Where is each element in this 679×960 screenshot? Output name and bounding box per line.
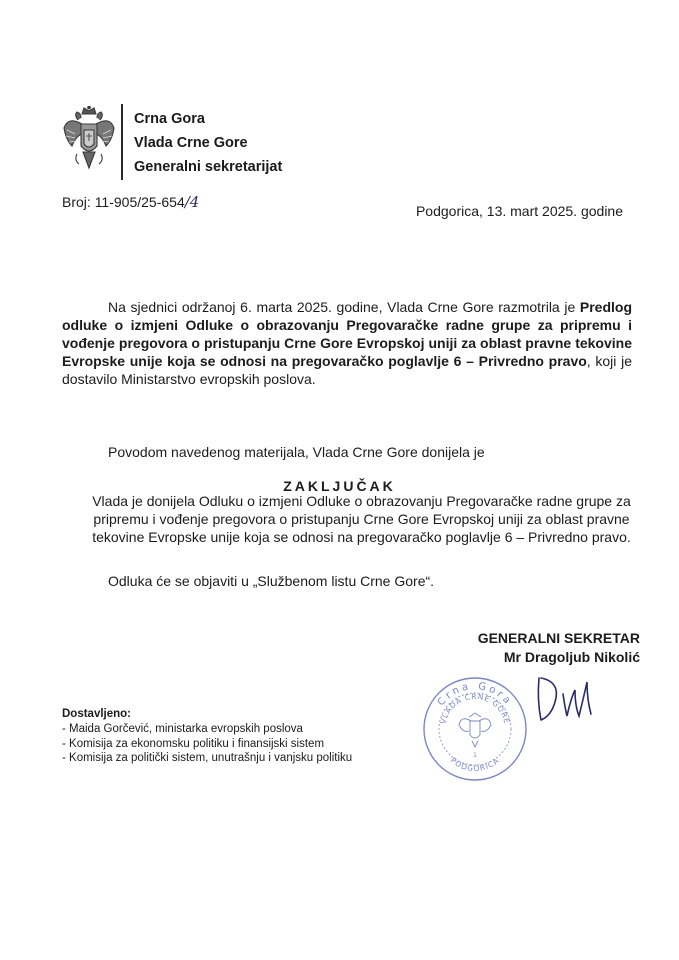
reference-label: Broj: — [62, 194, 95, 210]
reference-handwritten-suffix: /4 — [184, 193, 200, 211]
distribution-title: Dostavljeno: — [62, 708, 132, 720]
stamp-eagle-icon — [459, 713, 491, 747]
paragraph1-text-b: , koji je dostavilo Ministarstvo evropskih poslova. — [62, 353, 632, 387]
signatory-title: GENERALNI SEKRETAR — [477, 630, 640, 646]
paragraph1-proposal-title: Predlog odluke o izmjeni Odluke o obrazovanju Pregovaračke radne grupe za pripremu i vođenje pregovora o pristupanju Crne Gore Evropskoj uniji za oblast pravne tekovine Evropske unije koja se odnosi na pregovaračko poglavlje 6 – Privredno pravo — [62, 299, 632, 369]
signatory-name: Mr Dragoljub Nikolić — [503, 649, 640, 665]
coat-of-arms-icon — [62, 106, 116, 176]
signatory-block — [426, 629, 640, 667]
header-government: Vlada Crne Gore — [134, 135, 248, 151]
reference-number — [62, 193, 199, 211]
distribution-item: - Maida Gorčević, ministarka evropskih poslova — [62, 722, 303, 735]
paragraph1-text-a: Na sjednici održanoj 6. marta 2025. godine, Vlada Crne Gore razmotrila je — [108, 299, 580, 315]
conclusion-title: ZAKLJUČAK — [283, 478, 396, 494]
header-divider — [121, 104, 123, 180]
distribution-item: - Komisija za politički sistem, unutrašnju i vanjsku politiku — [62, 752, 353, 765]
document-date: Podgorica, 13. mart 2025. godine — [415, 203, 623, 219]
stamp-number: 1 — [473, 752, 477, 759]
header-secretariat: Generalni sekretarijat — [134, 159, 283, 175]
official-stamp — [421, 675, 529, 783]
paragraph-conclusion: Vlada je donijela Odluku o izmjeni Odluke o obrazovanju Pregovaračke radne grupe za pripremu i vođenje pregovora o pristupanju Crne Gore Evropskoj uniji za oblast pravne tekovine Evropske unije koja se odnosi na pregovaračko poglavlje 6 – Privredno pravo. — [92, 493, 631, 545]
reference-value: 11-905/25-654 — [94, 194, 185, 210]
stamp-bottom-text: PODGORICA — [448, 755, 502, 774]
stamp-inner-text: VLADA CRNE GORE — [438, 691, 512, 725]
paragraph-decision-intro: Povodom navedenog materijala, Vlada Crne Gore donijela je — [108, 444, 485, 460]
stamp-outer-text: Crna Gora — [435, 680, 515, 709]
handwritten-signature — [531, 670, 601, 726]
paragraph-publication: Odluka će se objaviti u „Službenom listu Crne Gore“. — [108, 573, 435, 589]
paragraph-session — [62, 298, 632, 388]
distribution-list — [62, 707, 352, 766]
distribution-item: - Komisija za ekonomsku politiku i finansijski sistem — [62, 737, 325, 750]
header-country: Crna Gora — [134, 111, 205, 127]
letterhead — [134, 107, 282, 179]
